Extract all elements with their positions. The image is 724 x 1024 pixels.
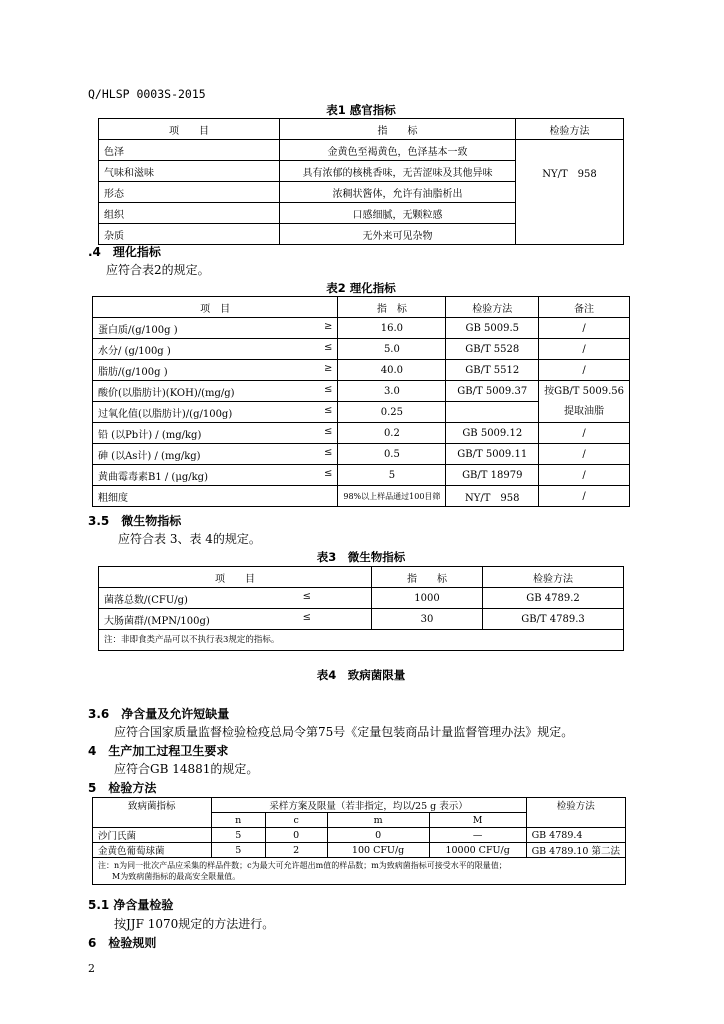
table2-value: 40.0: [338, 360, 446, 381]
table2-item: 黄曲霉毒素B1 / (μg/kg): [98, 471, 208, 483]
table2-item: 铅 (以Pb计) / (mg/kg): [98, 429, 202, 441]
table1-item: 组织: [99, 203, 280, 224]
section-36-heading: 3.6 净含量及允许短缺量: [88, 707, 230, 721]
table2-item: 脂肪/(g/100g ): [98, 366, 168, 378]
table2-note: /: [539, 360, 630, 381]
section-36-body: 应符合国家质量监督检验检疫总局令第75号《定量包装商品计量监督管理办法》规定。: [114, 725, 574, 739]
table4-m: 100 CFU/g: [327, 843, 429, 858]
section-4b-heading: 4 生产加工过程卫生要求: [88, 744, 229, 758]
table2-op: ≤: [323, 467, 333, 479]
table4-sub-n: n: [211, 813, 265, 828]
table2-value: 0.2: [338, 423, 446, 444]
table2-header-value: 指 标: [338, 297, 446, 318]
table2-value: 5: [338, 465, 446, 486]
table4-name: 金黄色葡萄球菌: [93, 843, 212, 858]
table4-M: 10000 CFU/g: [429, 843, 526, 858]
table1-method: NY/T 958: [516, 140, 624, 245]
table4-sub-c: c: [265, 813, 327, 828]
table1: [98, 118, 624, 245]
table1-caption: 表1 感官指标: [326, 103, 396, 117]
table3-method: GB 4789.2: [483, 588, 624, 609]
table1-header-item: 项 目: [99, 119, 280, 140]
table2-method: GB/T 5009.37: [446, 381, 539, 402]
table2-note: /: [539, 444, 630, 465]
table4-sub-m: m: [327, 813, 429, 828]
table3: [98, 566, 624, 651]
table2-method: GB/T 5009.11: [446, 444, 539, 465]
table2-op: ≤: [323, 341, 333, 353]
table2-item: 蛋白质/(g/100g ): [98, 324, 178, 336]
table3-op: ≤: [302, 611, 311, 623]
table3-header-item: 项 目: [99, 567, 372, 588]
table2-op: ≤: [323, 425, 333, 437]
table2-item: 酸价(以脂肪计)(KOH)/(mg/g): [98, 387, 235, 399]
table2-caption: 表2 理化指标: [326, 281, 396, 295]
table3-item: 大肠菌群/(MPN/100g): [104, 615, 210, 627]
table2-value: 0.25: [338, 402, 446, 423]
table2-item: 粗细度: [93, 486, 338, 507]
table1-item: 形态: [99, 182, 280, 203]
table4-name: 沙门氏菌: [93, 828, 212, 843]
table2-op: ≤: [323, 446, 333, 458]
table2-note: /: [539, 486, 630, 507]
table2-method-empty: [446, 402, 539, 423]
section-35-heading: 3.5 微生物指标: [88, 514, 182, 528]
table4-n: 5: [211, 828, 265, 843]
table2-value: 5.0: [338, 339, 446, 360]
table1-header-value: 指 标: [280, 119, 516, 140]
table4-header-method: 检验方法: [526, 798, 625, 828]
table4-note-line2: M为致病菌指标的最高安全限量值。: [112, 872, 241, 881]
table2-value: 98%以上样品通过100目筛: [338, 486, 446, 507]
table2-method: GB 5009.5: [446, 318, 539, 339]
table2-header-note: 备注: [539, 297, 630, 318]
table1-value: 口感细腻，无颗粒感: [280, 203, 516, 224]
table3-header-value: 指 标: [372, 567, 483, 588]
table2-op: ≤: [323, 404, 333, 416]
table2-merged-note-line2: 提取油脂: [564, 405, 605, 417]
table2-op: ≥: [323, 362, 333, 374]
table2-value: 16.0: [338, 318, 446, 339]
table3-item: 菌落总数/(CFU/g): [104, 594, 188, 606]
table2-method: GB 5009.12: [446, 423, 539, 444]
table2-value: 3.0: [338, 381, 446, 402]
table4: [92, 797, 626, 885]
table4-n: 5: [211, 843, 265, 858]
table2-header-item: 项 目: [93, 297, 338, 318]
table2-method: GB/T 5528: [446, 339, 539, 360]
table1-item: 色泽: [99, 140, 280, 161]
table2-note: /: [539, 465, 630, 486]
table4-note-line1: 注：n为同一批次产品应采集的样品件数；c为最大可允许超出m值的样品数；m为致病菌指标可接受水平的限量值；: [98, 861, 507, 870]
section-6-heading: 6 检验规则: [88, 936, 157, 950]
page-number: 2: [88, 962, 95, 975]
section-51-body: 按JJF 1070规定的方法进行。: [114, 917, 275, 931]
table2-note: /: [539, 339, 630, 360]
table2-item: 过氧化值(以脂肪计)/(g/100g): [98, 408, 233, 420]
table4-m: 0: [327, 828, 429, 843]
table4-header-plan: 采样方案及限量（若非指定，均以/25 g 表示）: [211, 798, 526, 813]
section-4-heading: .4 理化指标: [88, 245, 161, 259]
table2: [92, 296, 630, 507]
section-5-heading: 5 检验方法: [88, 781, 157, 795]
table2-method: NY/T 958: [446, 486, 539, 507]
table4-note: [93, 858, 626, 885]
table3-header-method: 检验方法: [483, 567, 624, 588]
table3-value: 1000: [372, 588, 483, 609]
table1-value: 浓稠状酱体，允许有油脂析出: [280, 182, 516, 203]
table1-value: 无外来可见杂物: [280, 224, 516, 245]
doc-code: Q/HLSP 0003S-2015: [88, 87, 206, 101]
table1-value: 具有浓郁的核桃香味，无苦涩味及其他异味: [280, 161, 516, 182]
table2-item: 砷 (以As计) / (mg/kg): [98, 450, 201, 462]
table2-merged-note-line1: 按GB/T 5009.56: [544, 385, 624, 397]
table4-sub-M: M: [429, 813, 526, 828]
table3-value: 30: [372, 609, 483, 630]
section-4b-body: 应符合GB 14881的规定。: [114, 762, 259, 776]
table2-method: GB/T 18979: [446, 465, 539, 486]
table4-method: GB 4789.10 第二法: [526, 843, 625, 858]
section-4-body: 应符合表2的规定。: [106, 263, 210, 277]
table2-item: 水分/ (g/100g ): [98, 345, 171, 357]
table2-note: /: [539, 318, 630, 339]
table1-item: 气味和滋味: [99, 161, 280, 182]
table1-value: 金黄色至褐黄色，色泽基本一致: [280, 140, 516, 161]
section-35-body: 应符合表 3、表 4的规定。: [118, 532, 261, 546]
table3-method: GB/T 4789.3: [483, 609, 624, 630]
table3-note: 注：非即食类产品可以不执行表3规定的指标。: [99, 630, 624, 651]
table2-method: GB/T 5512: [446, 360, 539, 381]
table2-op: ≥: [323, 320, 333, 332]
table4-M: —: [429, 828, 526, 843]
section-51-heading: 5.1 净含量检验: [88, 898, 174, 912]
table2-value: 0.5: [338, 444, 446, 465]
table4-c: 0: [265, 828, 327, 843]
table3-op: ≤: [302, 590, 311, 602]
table2-header-method: 检验方法: [446, 297, 539, 318]
table2-op: ≤: [323, 383, 333, 395]
table1-item: 杂质: [99, 224, 280, 245]
table4-caption: 表4 致病菌限量: [316, 668, 406, 682]
table2-note: /: [539, 423, 630, 444]
table3-caption: 表3 微生物指标: [316, 550, 406, 564]
table4-method: GB 4789.4: [526, 828, 625, 843]
table2-merged-note: [539, 381, 630, 423]
table4-c: 2: [265, 843, 327, 858]
table1-header-method: 检验方法: [516, 119, 624, 140]
table4-header-pathogen: 致病菌指标: [93, 798, 212, 828]
